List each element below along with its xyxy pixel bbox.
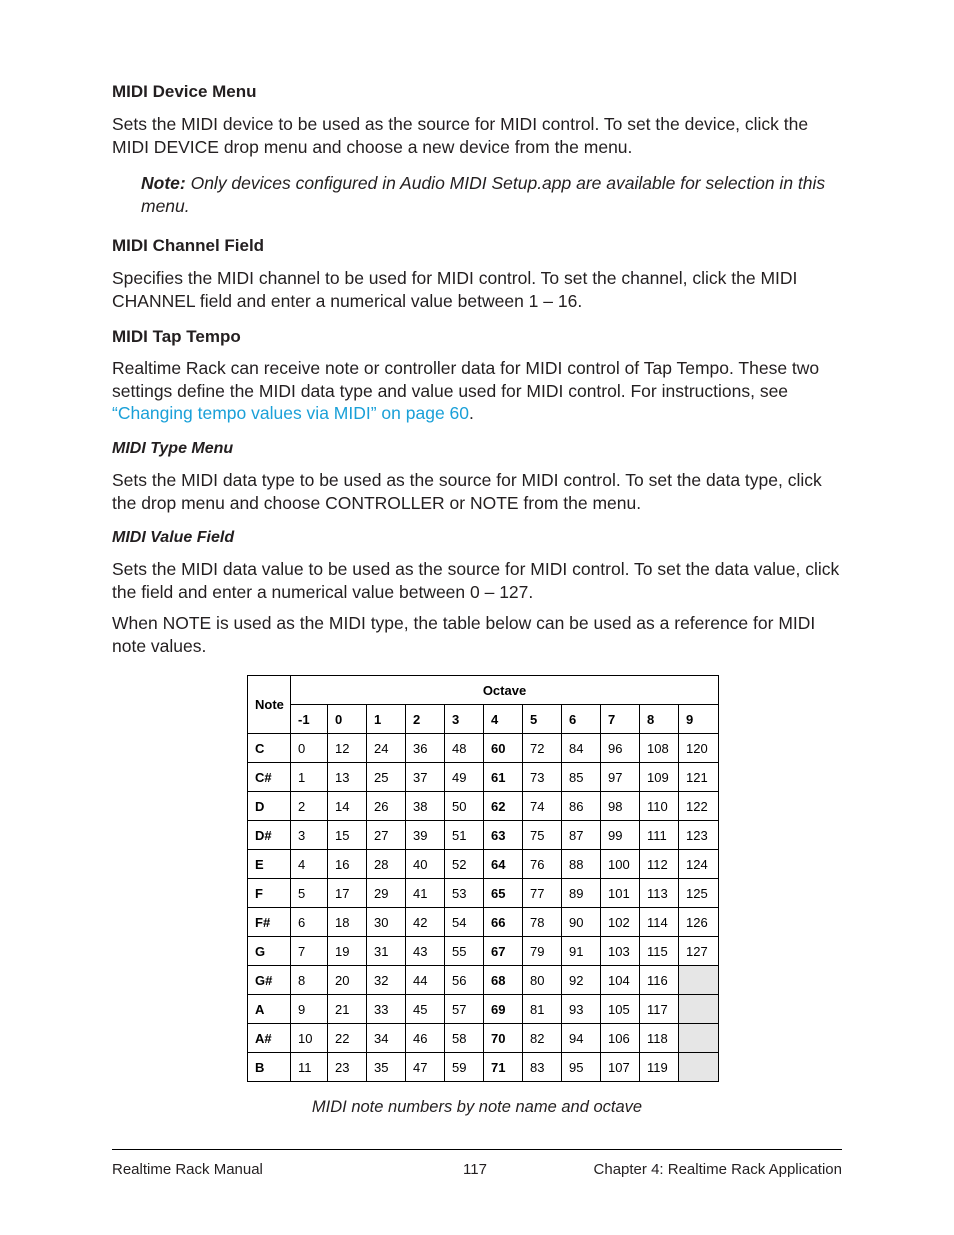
octave-number-row	[248, 705, 719, 734]
note-name-cell: G	[248, 937, 291, 966]
paragraph-midi-device: Sets the MIDI device to be used as the source for MIDI control. To set the device, click the MIDI DEVICE drop menu and choose a new device from the menu.	[112, 114, 809, 157]
table-row	[248, 763, 719, 792]
note-value-cell: 75	[523, 821, 562, 850]
note-value-cell: 62	[484, 792, 523, 821]
note-value-cell: 11	[291, 1053, 328, 1082]
note-value-cell: 118	[640, 1024, 679, 1053]
note-value-cell: 65	[484, 879, 523, 908]
note-value-cell: 100	[601, 850, 640, 879]
octave-label: -1	[291, 705, 328, 734]
octave-label: 5	[523, 705, 562, 734]
note-value-cell: 92	[562, 966, 601, 995]
note-value-cell: 61	[484, 763, 523, 792]
note-value-cell: 70	[484, 1024, 523, 1053]
note-value-cell: 13	[328, 763, 367, 792]
table-row	[248, 1024, 719, 1053]
note-value-cell: 71	[484, 1053, 523, 1082]
octave-label: 0	[328, 705, 367, 734]
note-value-cell: 28	[367, 850, 406, 879]
note-value-cell: 36	[406, 734, 445, 763]
note-name-cell: A#	[248, 1024, 291, 1053]
note-value-cell: 105	[601, 995, 640, 1024]
note-value-cell: 90	[562, 908, 601, 937]
note-value-cell: 97	[601, 763, 640, 792]
heading-midi-value-field: MIDI Value Field	[112, 529, 235, 546]
paragraph-midi-type: Sets the MIDI data type to be used as the source for MIDI control. To set the data type, click the drop menu and choose CONTROLLER or NOTE from the menu.	[112, 470, 822, 513]
note-value-cell: 3	[291, 821, 328, 850]
note-value-cell: 53	[445, 879, 484, 908]
note-value-cell: 31	[367, 937, 406, 966]
note-value-cell: 23	[328, 1053, 367, 1082]
paragraph-midi-value: Sets the MIDI data value to be used as the source for MIDI control. To set the data value, click the field and enter a numerical value between 0 – 127.	[112, 559, 840, 602]
note-value-cell: 107	[601, 1053, 640, 1082]
note-name-cell: G#	[248, 966, 291, 995]
paragraph-midi-tap-tempo	[112, 357, 842, 425]
note-value-cell: 91	[562, 937, 601, 966]
note-value-cell: 111	[640, 821, 679, 850]
table-row	[248, 995, 719, 1024]
note-value-cell: 20	[328, 966, 367, 995]
note-value-cell: 10	[291, 1024, 328, 1053]
note-value-cell: 46	[406, 1024, 445, 1053]
table-row	[248, 937, 719, 966]
table-row	[248, 734, 719, 763]
note-value-cell: 7	[291, 937, 328, 966]
footer-manual-title: Realtime Rack Manual	[112, 1161, 263, 1178]
table-row	[248, 821, 719, 850]
note-value-cell: 114	[640, 908, 679, 937]
note-value-cell: 64	[484, 850, 523, 879]
footer-page-number: 117	[463, 1161, 487, 1178]
octave-label: 4	[484, 705, 523, 734]
note-value-cell: 44	[406, 966, 445, 995]
note-value-cell: 68	[484, 966, 523, 995]
note-value-cell: 113	[640, 879, 679, 908]
note-value-cell: 72	[523, 734, 562, 763]
note-value-cell: 57	[445, 995, 484, 1024]
note-value-cell: 98	[601, 792, 640, 821]
note-value-cell: 67	[484, 937, 523, 966]
note-value-cell: 93	[562, 995, 601, 1024]
note-value-cell: 9	[291, 995, 328, 1024]
octave-label: 1	[367, 705, 406, 734]
note-value-cell: 52	[445, 850, 484, 879]
note-value-cell: 86	[562, 792, 601, 821]
paragraph-note-reference: When NOTE is used as the MIDI type, the table below can be used as a reference for MIDI note values.	[112, 613, 816, 656]
note-value-cell	[679, 966, 719, 995]
note-value-cell: 43	[406, 937, 445, 966]
note-value-cell: 87	[562, 821, 601, 850]
paragraph-midi-channel: Specifies the MIDI channel to be used for MIDI control. To set the channel, click the MIDI CHANNEL field and enter a numerical value between 1 – 16.	[112, 268, 798, 311]
note-value-cell: 51	[445, 821, 484, 850]
table-header-row	[248, 676, 719, 705]
note-value-cell: 125	[679, 879, 719, 908]
note-value-cell: 69	[484, 995, 523, 1024]
note-name-cell: E	[248, 850, 291, 879]
note-value-cell: 109	[640, 763, 679, 792]
note-value-cell: 83	[523, 1053, 562, 1082]
note-value-cell: 37	[406, 763, 445, 792]
note-value-cell: 115	[640, 937, 679, 966]
note-value-cell: 0	[291, 734, 328, 763]
note-value-cell: 29	[367, 879, 406, 908]
note-value-cell: 101	[601, 879, 640, 908]
note-value-cell: 2	[291, 792, 328, 821]
note-value-cell: 21	[328, 995, 367, 1024]
table-row	[248, 792, 719, 821]
note-value-cell: 48	[445, 734, 484, 763]
heading-midi-device-menu: MIDI Device Menu	[112, 82, 257, 101]
note-value-cell: 56	[445, 966, 484, 995]
note-value-cell: 19	[328, 937, 367, 966]
note-value-cell: 42	[406, 908, 445, 937]
note-value-cell: 18	[328, 908, 367, 937]
note-value-cell: 22	[328, 1024, 367, 1053]
note-value-cell: 12	[328, 734, 367, 763]
note-value-cell: 122	[679, 792, 719, 821]
note-value-cell: 124	[679, 850, 719, 879]
note-name-cell: C#	[248, 763, 291, 792]
note-value-cell	[679, 1024, 719, 1053]
note-value-cell: 119	[640, 1053, 679, 1082]
table-body	[248, 734, 719, 1082]
note-value-cell: 81	[523, 995, 562, 1024]
note-value-cell: 66	[484, 908, 523, 937]
note-value-cell: 39	[406, 821, 445, 850]
octave-label: 8	[640, 705, 679, 734]
note-value-cell: 79	[523, 937, 562, 966]
note-value-cell: 106	[601, 1024, 640, 1053]
table-row	[248, 879, 719, 908]
octave-label: 9	[679, 705, 719, 734]
note-value-cell: 24	[367, 734, 406, 763]
note-value-cell: 116	[640, 966, 679, 995]
note-value-cell: 78	[523, 908, 562, 937]
note-paragraph	[141, 172, 842, 217]
note-value-cell: 85	[562, 763, 601, 792]
table-caption: MIDI note numbers by note name and octave	[311, 1098, 643, 1116]
note-value-cell: 73	[523, 763, 562, 792]
note-value-cell: 94	[562, 1024, 601, 1053]
note-value-cell: 30	[367, 908, 406, 937]
table-row	[248, 966, 719, 995]
note-value-cell: 45	[406, 995, 445, 1024]
tap-text-after: .	[469, 403, 474, 423]
note-value-cell: 89	[562, 879, 601, 908]
note-value-cell: 33	[367, 995, 406, 1024]
note-value-cell: 127	[679, 937, 719, 966]
note-name-cell: D	[248, 792, 291, 821]
note-value-cell: 102	[601, 908, 640, 937]
note-value-cell: 34	[367, 1024, 406, 1053]
note-value-cell: 54	[445, 908, 484, 937]
note-value-cell: 74	[523, 792, 562, 821]
note-value-cell: 16	[328, 850, 367, 879]
note-value-cell: 27	[367, 821, 406, 850]
note-value-cell: 50	[445, 792, 484, 821]
octave-header: Octave	[291, 676, 719, 705]
note-value-cell	[679, 1053, 719, 1082]
octave-label: 7	[601, 705, 640, 734]
heading-midi-tap-tempo: MIDI Tap Tempo	[112, 327, 241, 346]
note-value-cell: 104	[601, 966, 640, 995]
note-name-cell: D#	[248, 821, 291, 850]
footer-rule	[112, 1149, 842, 1150]
note-name-cell: F	[248, 879, 291, 908]
table-row	[248, 908, 719, 937]
note-value-cell: 47	[406, 1053, 445, 1082]
heading-midi-type-menu: MIDI Type Menu	[112, 440, 234, 457]
note-value-cell: 40	[406, 850, 445, 879]
footer-chapter-title: Chapter 4: Realtime Rack Application	[593, 1161, 842, 1178]
note-value-cell	[679, 995, 719, 1024]
note-name-cell: F#	[248, 908, 291, 937]
note-value-cell: 112	[640, 850, 679, 879]
note-value-cell: 26	[367, 792, 406, 821]
note-value-cell: 1	[291, 763, 328, 792]
note-value-cell: 96	[601, 734, 640, 763]
table-row	[248, 1053, 719, 1082]
note-value-cell: 60	[484, 734, 523, 763]
note-value-cell: 4	[291, 850, 328, 879]
cross-reference-link[interactable]: “Changing tempo values via MIDI” on page 60	[112, 403, 470, 423]
note-name-cell: C	[248, 734, 291, 763]
note-value-cell: 123	[679, 821, 719, 850]
midi-note-table	[247, 675, 719, 1082]
note-value-cell: 25	[367, 763, 406, 792]
note-value-cell: 55	[445, 937, 484, 966]
note-name-cell: A	[248, 995, 291, 1024]
octave-label: 6	[562, 705, 601, 734]
note-value-cell: 58	[445, 1024, 484, 1053]
note-value-cell: 63	[484, 821, 523, 850]
octave-label: 2	[406, 705, 445, 734]
note-text: Only devices configured in Audio MIDI Setup.app are available for selection in this menu.	[141, 173, 826, 216]
note-value-cell: 108	[640, 734, 679, 763]
heading-midi-channel-field: MIDI Channel Field	[112, 236, 265, 255]
note-value-cell: 117	[640, 995, 679, 1024]
note-value-cell: 120	[679, 734, 719, 763]
note-value-cell: 5	[291, 879, 328, 908]
note-value-cell: 14	[328, 792, 367, 821]
table-row	[248, 850, 719, 879]
note-value-cell: 126	[679, 908, 719, 937]
note-header: Note	[248, 676, 291, 734]
note-value-cell: 88	[562, 850, 601, 879]
note-value-cell: 99	[601, 821, 640, 850]
note-value-cell: 110	[640, 792, 679, 821]
note-value-cell: 32	[367, 966, 406, 995]
note-value-cell: 6	[291, 908, 328, 937]
note-name-cell: B	[248, 1053, 291, 1082]
note-value-cell: 8	[291, 966, 328, 995]
tap-text-before: Realtime Rack can receive note or controller data for MIDI control of Tap Tempo. These two settings define the MIDI data type and value used for MIDI control. For instructions, see	[112, 358, 820, 401]
note-value-cell: 59	[445, 1053, 484, 1082]
note-label: Note:	[141, 173, 186, 193]
note-value-cell: 121	[679, 763, 719, 792]
note-value-cell: 49	[445, 763, 484, 792]
note-value-cell: 76	[523, 850, 562, 879]
note-value-cell: 82	[523, 1024, 562, 1053]
note-value-cell: 80	[523, 966, 562, 995]
note-value-cell: 103	[601, 937, 640, 966]
note-value-cell: 17	[328, 879, 367, 908]
note-value-cell: 95	[562, 1053, 601, 1082]
note-value-cell: 77	[523, 879, 562, 908]
octave-label: 3	[445, 705, 484, 734]
note-value-cell: 15	[328, 821, 367, 850]
note-value-cell: 35	[367, 1053, 406, 1082]
note-value-cell: 84	[562, 734, 601, 763]
note-value-cell: 41	[406, 879, 445, 908]
note-value-cell: 38	[406, 792, 445, 821]
